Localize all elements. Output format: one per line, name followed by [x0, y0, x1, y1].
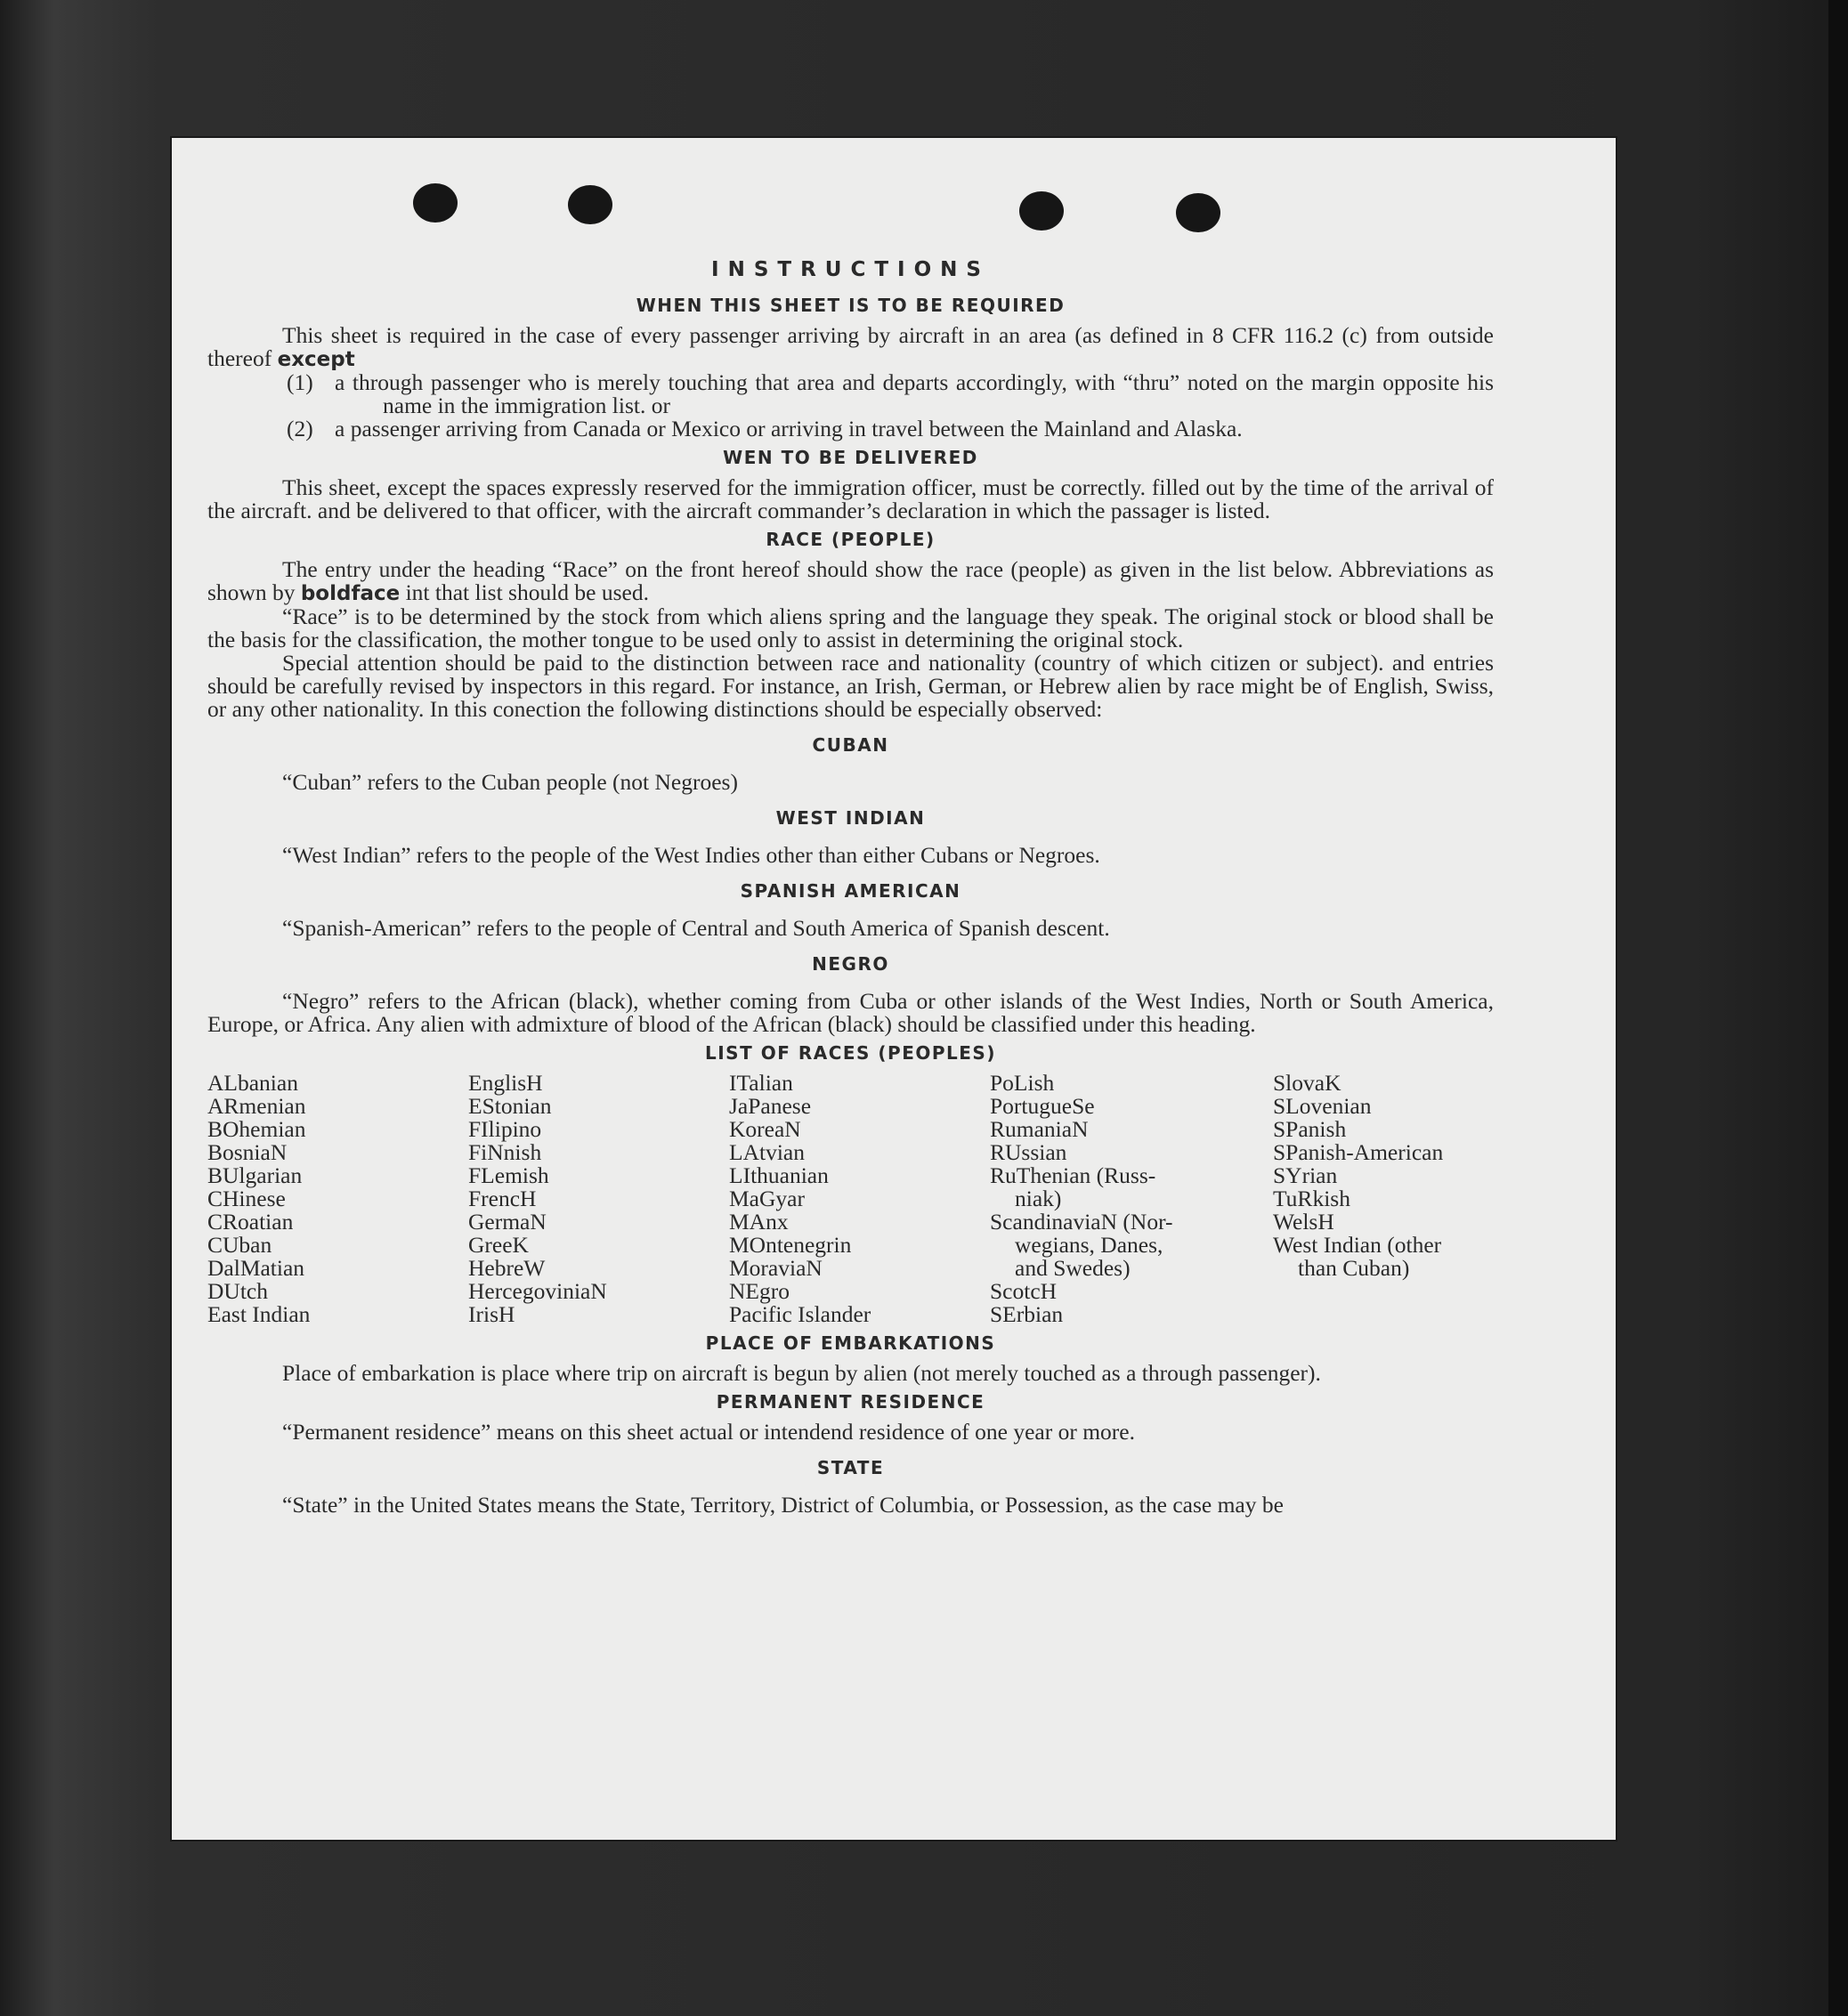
paragraph-race-2: “Race” is to be determined by the stock from which aliens spring and the language they speak. The original stock or blood shall be the basis for the classification, the mother tongue to be used only to assist in determining the original stock.: [207, 603, 1494, 652]
race-entry: IrisH: [468, 1301, 515, 1327]
race-entry: West Indian (other: [1273, 1232, 1442, 1258]
item-text: a through passenger who is merely touching that area and departs accordingly, with “thru” noted on the margin opposite his name in the immigration list. or: [335, 369, 1494, 418]
race-entry: SLovenian: [1273, 1093, 1372, 1119]
race-entry: CUban: [207, 1232, 272, 1258]
heading-list-of-races: LIST OF RACES (PEOPLES): [705, 1042, 996, 1064]
heading-permanent-residence: PERMANENT RESIDENCE: [716, 1391, 985, 1413]
heading-embarkation: PLACE OF EMBARKATIONS: [705, 1332, 996, 1354]
race-entry: MoraviaN: [729, 1255, 823, 1281]
races-column: [990, 1072, 1273, 1326]
heading-cuban: CUBAN: [812, 734, 889, 756]
race-entry: LIthuanian: [729, 1162, 829, 1188]
punch-hole: [1176, 193, 1220, 232]
heading-state: STATE: [816, 1457, 885, 1478]
scan-edge: [1828, 0, 1848, 2016]
races-column: [1273, 1072, 1495, 1326]
race-entry: GreeK: [468, 1232, 529, 1258]
race-entry: GermaN: [468, 1209, 547, 1235]
race-entry: NEgro: [729, 1278, 790, 1304]
heading-west-indian: WEST INDIAN: [775, 807, 926, 829]
race-entry: EnglisH: [468, 1070, 543, 1096]
emphasis-boldface: boldface: [300, 582, 401, 605]
race-entry: SPanish: [1273, 1116, 1347, 1142]
paragraph-required: [207, 324, 1494, 371]
race-entry: ScandinaviaN (Nor-: [990, 1209, 1173, 1235]
race-entry: FiNnish: [468, 1139, 542, 1165]
race-entry: BosniaN: [207, 1139, 288, 1165]
definition-cuban: “Cuban” refers to the Cuban people (not Negroes): [282, 769, 738, 795]
item-label: (1): [287, 369, 313, 395]
race-entry: MAnx: [729, 1209, 789, 1235]
race-entry: HercegoviniaN: [468, 1278, 607, 1304]
race-entry-continued: niak): [1015, 1186, 1062, 1211]
race-entry: MaGyar: [729, 1186, 805, 1211]
race-entry: East Indian: [207, 1301, 311, 1327]
race-entry: SYrian: [1273, 1162, 1338, 1188]
race-entry-continued: wegians, Danes,: [1015, 1232, 1163, 1258]
race-entry: WelsH: [1273, 1209, 1334, 1235]
race-entry: RumaniaN: [990, 1116, 1089, 1142]
punch-hole: [1019, 191, 1064, 231]
race-entry-continued: and Swedes): [1015, 1255, 1131, 1281]
race-entry: FLemish: [468, 1162, 549, 1188]
heading-race: RACE (PEOPLE): [766, 529, 936, 550]
race-entry: Pacific Islander: [729, 1301, 871, 1327]
instructions-body: [207, 258, 1494, 1517]
race-entry: ScotcH: [990, 1278, 1058, 1304]
heading-negro: NEGRO: [812, 953, 889, 975]
race-entry: PortugueSe: [990, 1093, 1095, 1119]
race-entry: PoLish: [990, 1070, 1055, 1096]
definition-embarkation: Place of embarkation is place where trip on aircraft is begun by alien (not merely touched as a through passenger).: [282, 1360, 1321, 1386]
race-entry: BOhemian: [207, 1116, 306, 1142]
race-entry: LAtvian: [729, 1139, 805, 1165]
race-entry: DUtch: [207, 1278, 268, 1304]
races-column: [207, 1072, 468, 1326]
race-entry: HebreW: [468, 1255, 546, 1281]
race-entry: KoreaN: [729, 1116, 801, 1142]
races-list: [207, 1072, 1494, 1326]
document-page: [172, 138, 1616, 1840]
item-label: (2): [287, 416, 313, 441]
page-title: INSTRUCTIONS: [711, 258, 990, 281]
exception-item: [207, 371, 1494, 417]
emphasis-except: except: [277, 348, 355, 371]
race-entry: SErbian: [990, 1301, 1064, 1327]
item-text: a passenger arriving from Canada or Mexico or arriving in travel between the Mainland and Alaska.: [335, 416, 1243, 441]
race-entry: JaPanese: [729, 1093, 812, 1119]
paragraph-text: This sheet is required in the case of every passenger arriving by aircraft in an area (as defined in 8 CFR 116.2 (c) from outside thereof: [207, 322, 1494, 371]
race-entry: TuRkish: [1273, 1186, 1350, 1211]
definition-negro: “Negro” refers to the African (black), whether coming from Cuba or other islands of the West Indies, North or South America, Europe, or Africa. Any alien with admixture of blood of the African (black) should be classified under this heading.: [207, 988, 1494, 1037]
race-entry-continued: than Cuban): [1298, 1255, 1410, 1281]
exception-item: [207, 417, 1494, 441]
race-entry: RuThenian (Russ-: [990, 1162, 1156, 1188]
definition-west-indian: “West Indian” refers to the people of the West Indies other than either Cubans or Negroes.: [282, 842, 1100, 868]
heading-spanish-american: SPANISH AMERICAN: [740, 880, 961, 902]
race-entry: SlovaK: [1273, 1070, 1341, 1096]
heading-when-required: WHEN THIS SHEET IS TO BE REQUIRED: [636, 295, 1066, 316]
definition-permanent-residence: “Permanent residence” means on this sheet actual or intendend residence of one year or more.: [282, 1419, 1135, 1445]
punch-hole: [413, 183, 458, 223]
heading-when-delivered: WEN TO BE DELIVERED: [723, 447, 978, 468]
race-entry: CHinese: [207, 1186, 286, 1211]
paragraph-delivered: This sheet, except the spaces expressly reserved for the immigration officer, must be correctly. filled out by the time of the arrival of the aircraft. and be delivered to that officer, with the aircraft commander’s declaration in which the passager is listed.: [207, 474, 1494, 523]
race-entry: SPanish-American: [1273, 1139, 1444, 1165]
race-entry: CRoatian: [207, 1209, 294, 1235]
race-entry: FIlipino: [468, 1116, 542, 1142]
race-entry: ARmenian: [207, 1093, 306, 1119]
race-entry: MOntenegrin: [729, 1232, 852, 1258]
races-column: [468, 1072, 729, 1326]
definition-spanish-american: “Spanish-American” refers to the people of Central and South America of Spanish descent.: [282, 915, 1110, 941]
punch-hole: [568, 185, 612, 224]
paragraph-race-3: Special attention should be paid to the distinction between race and nationality (country of which citizen or subject). and entries should be carefully revised by inspectors in this regard. For instance, an Irish, German, or Hebrew alien by race might be of English, Swiss, or any other nationality. In this conection the following distinctions should be especially observed:: [207, 650, 1494, 722]
paragraph-text: The entry under the heading “Race” on the front hereof should show the race (people) as given in the list below. Abbreviations as shown by: [207, 556, 1494, 605]
races-column: [729, 1072, 990, 1326]
definition-state: “State” in the United States means the State, Territory, District of Columbia, or Possession, as the case may be: [282, 1492, 1284, 1518]
race-entry: BUlgarian: [207, 1162, 303, 1188]
race-entry: EStonian: [468, 1093, 552, 1119]
race-entry: DalMatian: [207, 1255, 305, 1281]
race-entry: ALbanian: [207, 1070, 298, 1096]
race-entry: FrencH: [468, 1186, 537, 1211]
race-entry: RUssian: [990, 1139, 1067, 1165]
paragraph-text: int that list should be used.: [405, 579, 649, 605]
paragraph-race-1: [207, 558, 1494, 605]
race-entry: ITalian: [729, 1070, 793, 1096]
